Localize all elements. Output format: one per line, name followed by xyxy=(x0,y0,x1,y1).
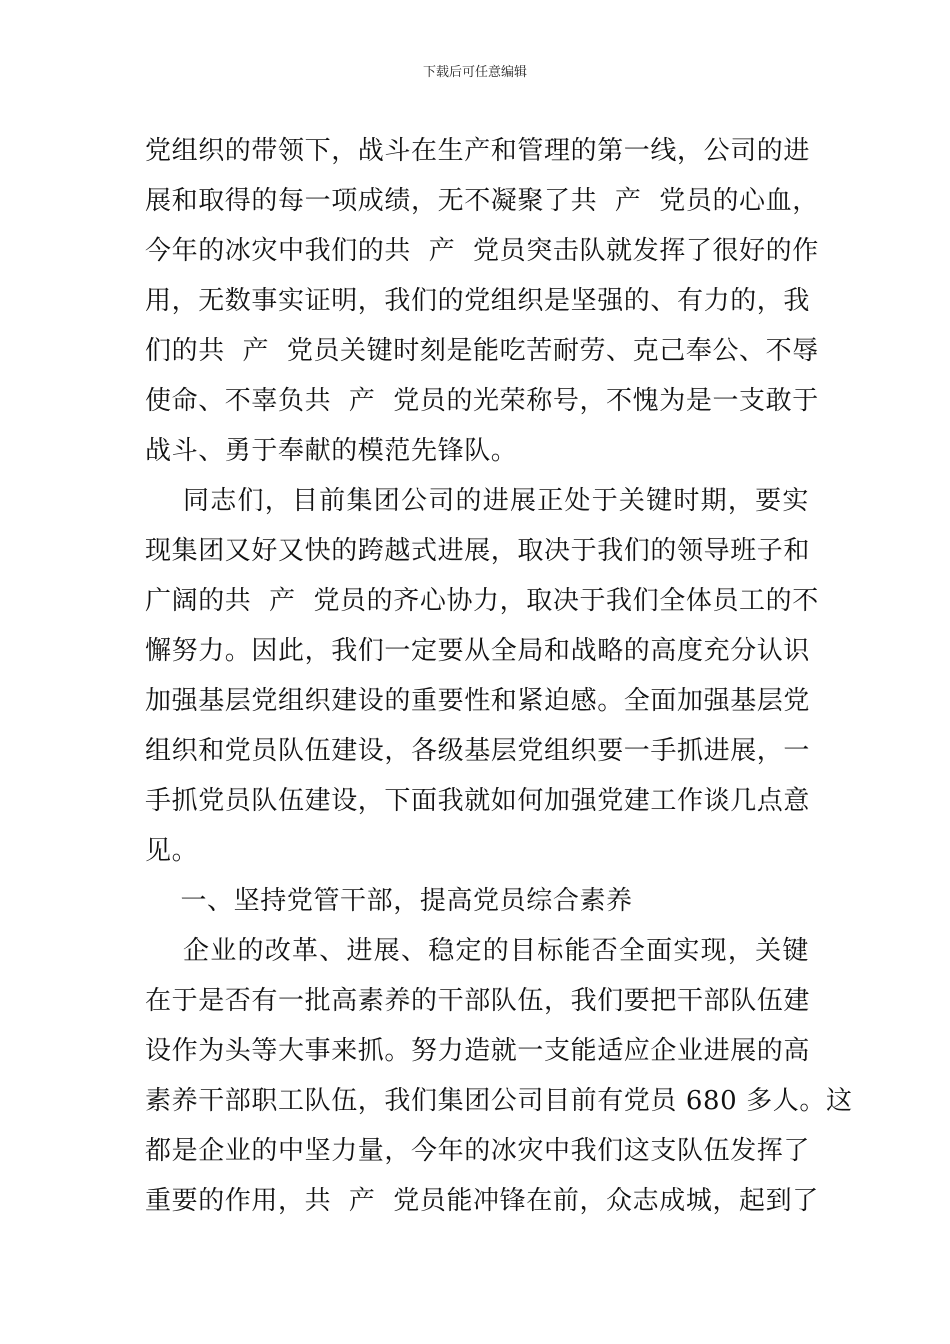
text-line: 手抓党员队伍建设，下面我就如何加强党建工作谈几点意 xyxy=(145,786,811,816)
text-line: 用，无数事实证明，我们的党组织是坚强的、有力的，我 xyxy=(145,286,811,316)
text-line: 懈努力。因此，我们一定要从全局和战略的高度充分认识 xyxy=(145,636,811,666)
text-line: 在于是否有一批高素养的干部队伍，我们要把干部队伍建 xyxy=(145,986,811,1016)
text-line: 企业的改革、进展、稳定的目标能否全面实现，关键 xyxy=(145,936,809,966)
text-line: 同志们，目前集团公司的进展正处于关键时期，要实 xyxy=(145,486,809,516)
text-line: 们的共 产 党员关键时刻是能吃苦耐劳、克己奉公、不辱 xyxy=(145,336,819,366)
text-line: 加强基层党组织建设的重要性和紧迫感。全面加强基层党 xyxy=(145,686,811,716)
text-line: 战斗、勇于奉献的模范先锋队。 xyxy=(145,436,518,466)
text-line: 广阔的共 产 党员的齐心协力，取决于我们全体员工的不 xyxy=(145,586,819,616)
text-line: 素养干部职工队伍，我们集团公司目前有党员 680 多人。这 xyxy=(145,1086,853,1116)
text-line: 组织和党员队伍建设，各级基层党组织要一手抓进展，一 xyxy=(145,736,811,766)
text-line: 一、坚持党管干部，提高党员综合素养 xyxy=(145,886,633,916)
text-line: 重要的作用，共 产 党员能冲锋在前，众志成城，起到了 xyxy=(145,1186,819,1216)
text-line: 设作为头等大事来抓。努力造就一支能适应企业进展的高 xyxy=(145,1036,811,1066)
page-header-note: 下载后可任意编辑 xyxy=(422,65,527,80)
text-line: 党组织的带领下，战斗在生产和管理的第一线，公司的进 xyxy=(145,136,811,166)
text-line: 展和取得的每一项成绩，无不凝聚了共 产 党员的心血， xyxy=(145,186,819,216)
text-line: 现集团又好又快的跨越式进展，取决于我们的领导班子和 xyxy=(145,536,811,566)
document-body xyxy=(145,126,853,1226)
text-line: 今年的冰灾中我们的共 产 党员突击队就发挥了很好的作 xyxy=(145,236,819,266)
text-line: 使命、不辜负共 产 党员的光荣称号，不愧为是一支敢于 xyxy=(145,386,819,416)
text-line: 见。 xyxy=(145,836,199,866)
text-line: 都是企业的中坚力量，今年的冰灾中我们这支队伍发挥了 xyxy=(145,1136,811,1166)
